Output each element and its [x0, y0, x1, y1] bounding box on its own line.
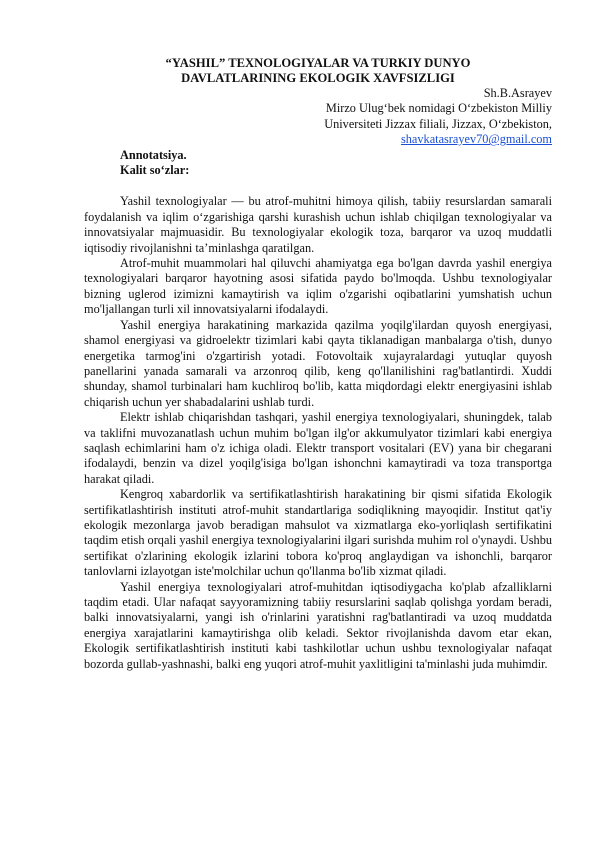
email-line — [84, 132, 552, 147]
body-paragraph: Yashil energiya texnologiyalari atrof-muhitdan iqtisodiygacha ko'plab afzalliklarni taqdim etadi. Ular nafaqat sayyoramizning tabiiy resurslarini saqlab qolishga yordam beradi, balki innovatsiyalarni, yangi ish o'rinlarini yaratishni rag'batlantiradi va uzoq muddatda energiya xarajatlarini kamaytirishga olib keladi. Sektor rivojlanishda davom etar ekan, Ekologik sertifikatlashtirish instituti kabi tashkilotlar uchun ushbu texnologiyalar nafaqat bozorda gullab-yashnashi, balki eng yuqori atrof-muhit yaxlitligini ta'minlashi juda muhimdir. — [84, 579, 552, 671]
annotation-label: Annotatsiya. — [120, 147, 187, 162]
spacer — [84, 178, 552, 194]
title-line-1: “YASHIL” TEXNOLOGIYALAR VA TURKIY DUNYO — [165, 56, 471, 70]
body-paragraph: Kengroq xabardorlik va sertifikatlashtirish harakatining bir qismi sifatida Ekologik sertifikatlashtirish instituti atrof-muhit standartlariga sodiqlikning mayoqidir. Institut qat'iy ekologik mezonlarga javob beradigan mahsulot va xizmatlarga eko-yorliqlash sertifikatini taqdim etish orqali yashil energiya texnologiyalarini ilgari surishda muhim rol o'ynaydi. Ushbu sertifikat o'zlarining ekologik izlarini tobora ko'proq anglaydigan va ishonchli, barqaror tanlovlarni izlayotgan iste'molchilar uchun qo'llanma bo'lib xizmat qiladi. — [84, 487, 552, 579]
affiliation-line-2: Universiteti Jizzax filiali, Jizzax, O‘zbekiston, — [324, 116, 552, 131]
body-paragraph: Elektr ishlab chiqarishdan tashqari, yashil energiya texnologiyalari, shuningdek, talab va taklifni muvozanatlash uchun muhim bo'lgan ilg'or akkumulyator tizimlari kabi energiya saqlash echimlarini ham o'z ichiga oladi. Elektr transport vositalari (EV) yana bir chegarani ifodalaydi, benzin va dizel yoqilg'isiga bo'lgan ishonchni kamaytiradi va toza transportga harakat qiladi. — [84, 410, 552, 486]
email-link[interactable]: shavkatasrayev70@gmail.com — [401, 132, 552, 147]
body-paragraph: Yashil energiya harakatining markazida qazilma yoqilg'ilardan quyosh energiyasi, shamol energiyasi va gidroelektr tizimlari kabi qayta tiklanadigan manbalarga o'tish, dunyo energetika tarmog'ini o'zgartirish yotadi. Fotovoltaik xujayralardagi yutuqlar quyosh panellarini yanada samarali va arzonroq qilib, keng qo'llanilishini rag'batlantirdi. Xuddi shunday, shamol turbinalari ham kuchliroq bo'lib, katta miqdordagi elektr energiyasini ishlab chiqarish uchun yer shabadalarini ushlab turdi. — [84, 317, 552, 409]
document-page — [84, 56, 552, 672]
affiliation-line-1: Mirzo Ulug‘bek nomidagi O‘zbekiston Milliy — [325, 101, 552, 116]
keywords-label: Kalit so‘zlar: — [120, 163, 190, 178]
author-name: Sh.B.Asrayev — [483, 86, 552, 100]
body-paragraph: Yashil texnologiyalar — bu atrof-muhitni himoya qilish, tabiiy resurslardan samarali foydalanish va iqlim o‘zgarishiga qarshi kurashish uchun ishlab chiqilgan texnologiyalar va innovatsiyalar majmuasidir. Bu texnologiyalar ekologik toza, barqaror va uzoq muddatli iqtisodiy rivojlanishni ta’minlashga qaratilgan. — [84, 194, 552, 255]
body-paragraph: Atrof-muhit muammolari hal qiluvchi ahamiyatga ega bo'lgan davrda yashil energiya texnologiyalari barqaror hayotning asosi sifatida paydo bo'lmoqda. Ushbu texnologiyalar bizning uglerod izimizni kamaytirish va iqlim o'zgarishi oqibatlarini yumshatish uchun mo'ljallangan turli xil innovatsiyalarni ifodalaydi. — [84, 256, 552, 317]
title-line-2: DAVLATLARINING EKOLOGIK XAVFSIZLIGI — [181, 71, 455, 85]
